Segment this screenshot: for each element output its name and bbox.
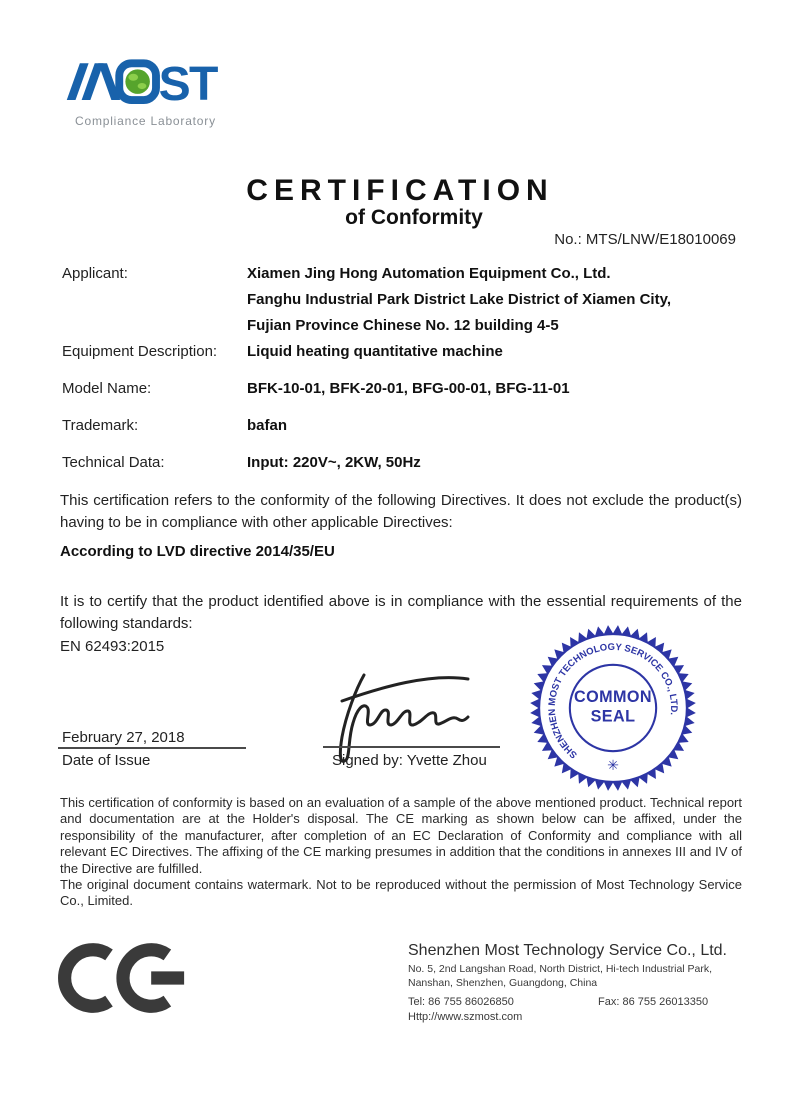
issuer-block (408, 942, 748, 1023)
field-row-applicant (62, 261, 742, 339)
logo-globe-highlight-1 (128, 74, 138, 81)
page-subtitle: of Conformity (345, 206, 483, 229)
field-row-equipment (62, 339, 742, 365)
lvd-directive-line: According to LVD directive 2014/35/EU (60, 543, 335, 560)
field-label: Equipment Description: (62, 343, 218, 360)
signature-stroke-main (340, 675, 468, 761)
field-label: Model Name: (62, 380, 152, 397)
standard-line: EN 62493:2015 (60, 638, 165, 655)
logo-st-text: ST (158, 58, 217, 107)
fine-print-para2: The original document contains watermark. Not to be reproduced without the permission of Most Technology Service Co., Limited. (60, 877, 742, 909)
issuer-address (408, 963, 748, 990)
logo-subtitle: Compliance Laboratory (75, 114, 216, 128)
seal-center-line1: COMMON (574, 688, 652, 707)
date-line (58, 747, 246, 749)
signature-line (323, 746, 500, 748)
ce-mark (58, 938, 186, 1018)
most-logo (63, 58, 221, 107)
issuer-address-line2: Nanshan, Shenzhen, Guangdong, China (408, 976, 598, 989)
signed-by-label: Signed by: Yvette Zhou (332, 752, 487, 769)
field-label: Applicant: (62, 265, 128, 282)
fine-print-para1: This certification of conformity is based on an evaluation of a sample of the above mentioned product. Technical report and documentation are at the Holder's disposal. The CE marking as shown below can be affixed, under the responsibility of the manufacturer, after completion of an EC Declaration of Conformity and compliance with all relevant EC Directives. The affixing of the CE marking presumes in addition that the conditions in annexes III and IV of the Directive are fulfilled. (60, 795, 742, 876)
logo-globe-highlight-2 (138, 83, 147, 89)
logo-globe-icon (125, 69, 150, 94)
ce-letter-c (65, 950, 109, 1006)
field-label: Trademark: (62, 417, 139, 434)
field-row-model (62, 376, 742, 402)
field-label: Technical Data: (62, 454, 165, 471)
seal-center-line2: SEAL (590, 707, 636, 726)
applicant-line-1: Xiamen Jing Hong Automation Equipment Co., Ltd. (247, 265, 611, 282)
certificate-number: No.: MTS/LNW/E18010069 (554, 231, 736, 248)
field-row-trademark (62, 413, 742, 439)
directives-paragraph: This certification refers to the conformity of the following Directives. It does not exclude the product(s) having to be in compliance with other applicable Directives: (60, 492, 742, 531)
common-seal-stamp (530, 624, 696, 792)
issuer-address-line1: No. 5, 2nd Langshan Road, North District, Hi-tech Industrial Park, (408, 963, 713, 975)
issuer-phone-row (408, 996, 748, 1009)
issuer-company-name: Shenzhen Most Technology Service Co., Ltd. (408, 942, 727, 959)
field-value: Liquid heating quantitative machine (247, 343, 503, 360)
issuer-website: Http://www.szmost.com (408, 1011, 523, 1023)
issuer-tel: Tel: 86 755 86026850 (408, 996, 514, 1008)
certify-paragraph: It is to certify that the product identified above is in compliance with the essential requirements of the following standards: (60, 593, 742, 632)
issue-date: February 27, 2018 (62, 729, 185, 746)
issuer-fax: Fax: 86 755 26013350 (598, 996, 709, 1008)
field-row-technical (62, 450, 742, 476)
field-value: BFK-10-01, BFK-20-01, BFG-00-01, BFG-11-01 (247, 380, 570, 397)
logo (63, 58, 233, 128)
field-value: Input: 220V~, 2KW, 50Hz (247, 454, 421, 471)
page-title: CERTIFICATION (246, 174, 554, 207)
field-value (247, 261, 671, 339)
field-value: bafan (247, 417, 288, 434)
seal-star-icon: ✳ (607, 758, 619, 775)
date-of-issue-label: Date of Issue (62, 752, 151, 769)
applicant-line-2: Fanghu Industrial Park District Lake District of Xiamen City, (247, 291, 671, 308)
seal-ring-text: SHENZHEN MOST TECHNOLOGY SERVICE CO., LTD. (546, 641, 680, 761)
fine-print (60, 795, 742, 910)
applicant-line-3: Fujian Province Chinese No. 12 building 4-5 (247, 317, 559, 334)
